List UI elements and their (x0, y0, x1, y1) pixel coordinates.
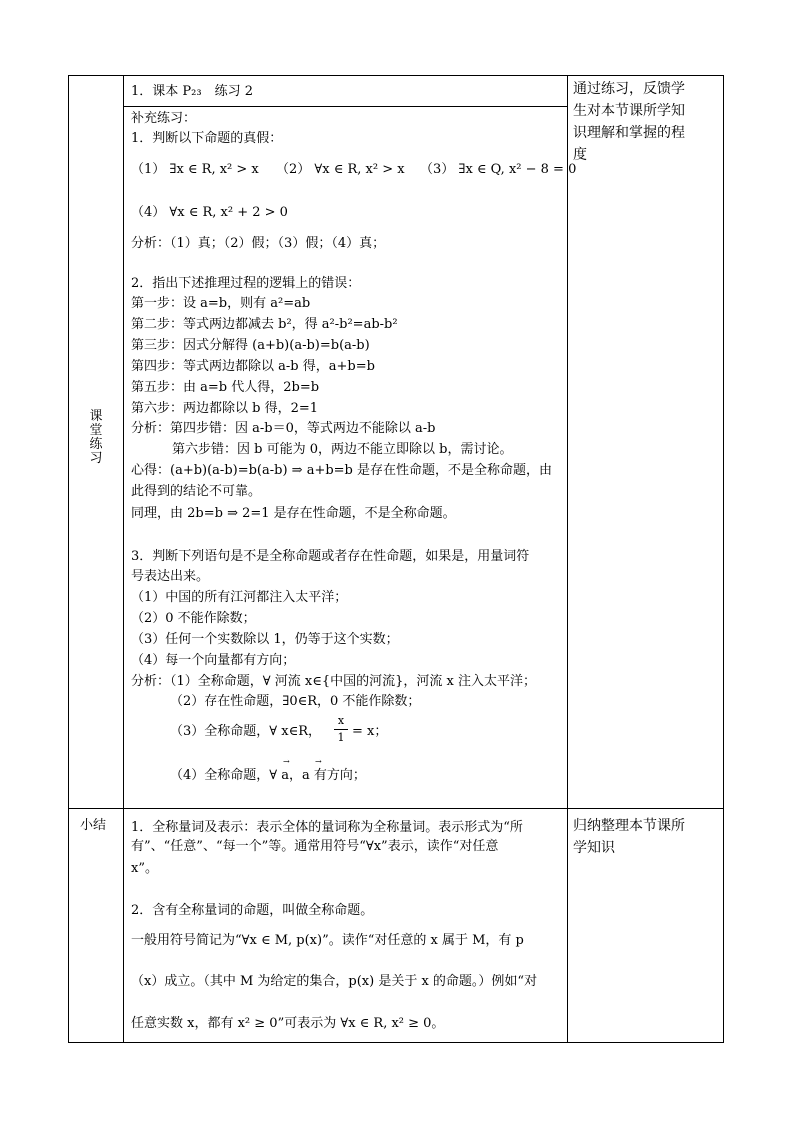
q3-answer: 分析：（1）全称命题，∀ 河流 x∈{中国的河流}，河流 x 注入太平洋； (131, 674, 536, 689)
summary-text: 2．含有全称量词的命题，叫做全称命题。 (131, 903, 374, 918)
q2-insight: 同理，由 2b=b ⇒ 2=1 是存在性命题，不是全称命题。 (131, 506, 456, 521)
q3-item: （1）中国的所有江河都注入太平洋； (131, 590, 348, 605)
goal-text-1: 度 (573, 147, 587, 163)
fraction-denominator: 1 (337, 731, 345, 744)
table-border-top (68, 75, 724, 76)
fraction-numerator: x (337, 714, 345, 727)
goal-text-1: 识理解和掌握的程 (573, 125, 685, 141)
q1-title: 1．判断以下命题的真假： (131, 131, 283, 146)
q3-title: 3．判断下列语句是不是全称命题或者存在性命题，如果是，用量词符 (131, 549, 530, 564)
q3-title: 号表达出来。 (131, 569, 210, 584)
goal-text-2: 学知识 (573, 840, 615, 856)
summary-text: （x）成立。（其中 M 为给定的集合，p(x) 是关于 x 的命题。）例如“对 (131, 974, 538, 989)
q3-answer: （4）全称命题，∀ a，a 有方向； (170, 768, 366, 783)
q3-answer: （2）存在性命题，∃0∈R，0 不能作除数； (170, 694, 421, 709)
q3-item: （4）每一个向量都有方向； (131, 653, 296, 668)
summary-text: x”。 (131, 861, 158, 876)
table-border-right (723, 75, 724, 1042)
q3-item: （3）任何一个实数除以 1，仍等于这个实数； (131, 632, 399, 647)
summary-text: 有”、“任意”、“每一个”等。通常用符号“∀x”表示，读作“对任意 (131, 839, 499, 854)
q1-item: （1） ∃x ∈ R, x² > x (131, 162, 259, 177)
row-label-classroom-practice: 课 堂 练 习 (89, 409, 103, 466)
vector-arrow-icon: → (283, 757, 290, 766)
q2-analysis: 第六步错：因 b 可能为 0，两边不能立即除以 b，需讨论。 (172, 442, 513, 457)
practice-heading: 补充练习： (131, 111, 197, 126)
q2-title: 2．指出下述推理过程的逻辑上的错误： (131, 276, 361, 291)
goal-text-1: 通过练习，反馈学 (573, 81, 685, 97)
q2-insight: 此得到的结论不可靠。 (131, 484, 262, 499)
q2-insight: 心得：(a+b)(a-b)=b(a-b) ⇒ a+b=b 是存在性命题，不是全称命题，由 (131, 463, 553, 478)
table-divider-goal (567, 75, 568, 1042)
q1-item: （2） ∀x ∈ R, x² > x (276, 162, 405, 177)
summary-text: 一般用符号简记为“∀x ∈ M, p(x)”。读作“对任意的 x 属于 M，有 p (131, 933, 524, 948)
vector-arrow-icon: → (315, 757, 322, 766)
table-border-left (68, 75, 69, 1042)
q1-item: （3） ∃x ∈ Q, x² − 8 = 0 (420, 162, 577, 177)
summary-text: 任意实数 x，都有 x² ≥ 0”可表示为 ∀x ∈ R, x² ≥ 0。 (131, 1016, 445, 1031)
fraction-bar (334, 729, 348, 730)
goal-text-2: 归纳整理本节课所 (573, 818, 685, 834)
table-inner-divider (123, 106, 567, 107)
table-border-bottom (68, 1042, 724, 1043)
q3-answer: = x； (352, 724, 388, 739)
q3-item: （2）0 不能作除数； (131, 611, 256, 626)
row-label-summary: 小结 (80, 818, 107, 833)
q2-step: 第四步：等式两边都除以 a-b 得，a+b=b (131, 359, 375, 374)
q2-step: 第二步：等式两边都减去 b²，得 a²-b²=ab-b² (131, 317, 398, 332)
q3-answer: （3）全称命题，∀ x∈R， (170, 724, 321, 739)
q1-item: （4） ∀x ∈ R, x² + 2 > 0 (131, 205, 288, 220)
table-divider-label (123, 75, 124, 1042)
q2-analysis: 分析：第四步错：因 a-b＝0，等式两边不能除以 a-b (131, 421, 436, 436)
table-row-divider (68, 808, 724, 809)
goal-text-1: 生对本节课所学知 (573, 103, 685, 119)
q2-step: 第五步：由 a=b 代人得，2b=b (131, 380, 320, 395)
q2-step: 第三步：因式分解得 (a+b)(a-b)=b(a-b) (131, 338, 370, 353)
textbook-exercise: 1．课本 P₂₃ 练习 2 (131, 84, 253, 99)
q1-answer: 分析：（1）真；（2）假；（3）假；（4）真； (131, 236, 386, 251)
q2-step: 第六步：两边都除以 b 得，2=1 (131, 401, 319, 416)
q2-step: 第一步：设 a=b，则有 a²=ab (131, 296, 311, 311)
summary-text: 1．全称量词及表示：表示全体的量词称为全称量词。表示形式为“所 (131, 820, 523, 835)
